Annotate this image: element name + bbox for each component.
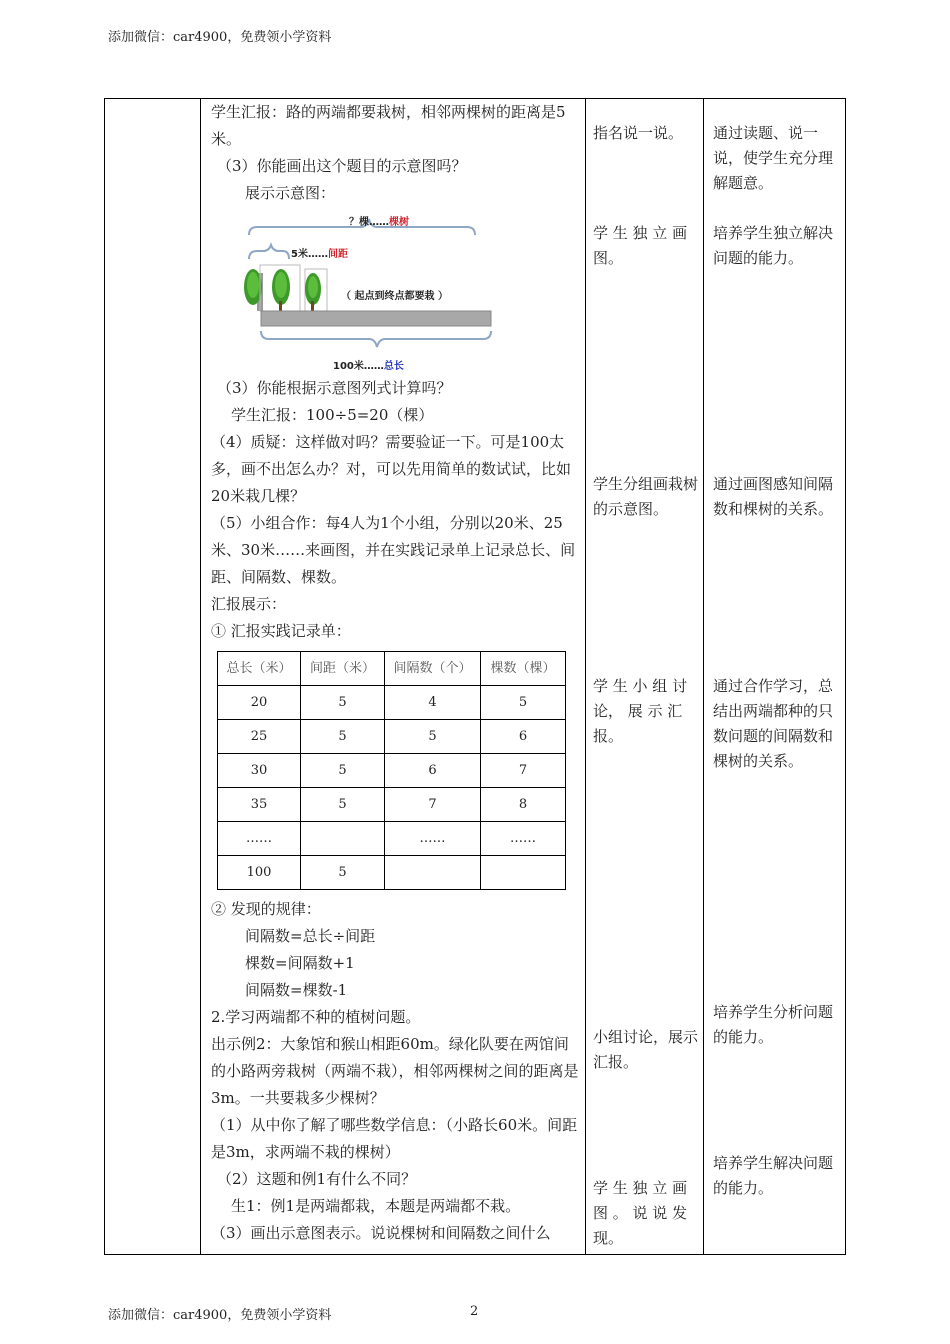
design-intent: 培养学生独立解决问题的能力。 [713, 224, 834, 267]
paragraph: （3）你能画出这个题目的示意图吗？ [217, 157, 467, 175]
bottom-brace [261, 331, 491, 347]
interval-brace [249, 245, 289, 259]
interval-label: 5米……间距 [291, 249, 348, 260]
tree-icon [272, 269, 290, 311]
table-cell: 7 [481, 754, 566, 788]
column-divider [200, 99, 201, 1254]
student-activity: 学 生 小 组 讨 论， 展 示 汇 报。 [593, 677, 688, 745]
paragraph: 汇报展示： [211, 595, 287, 613]
table-cell: 35 [218, 788, 301, 822]
table-cell: 25 [218, 720, 301, 754]
paragraph: 学生汇报：100÷5=20（棵） [231, 406, 434, 424]
table-cell: 4 [385, 686, 481, 720]
table-row [218, 856, 566, 890]
student-activity: 小组讨论，展示汇报。 [593, 1028, 699, 1071]
page-header: 添加微信：car4900，免费领小学资料 [108, 30, 332, 45]
table-header: 棵数（棵） [481, 652, 566, 686]
table-header-row [218, 652, 566, 686]
paragraph: ② 发现的规律： [211, 900, 321, 918]
lesson-table [104, 98, 846, 1255]
table-row [218, 788, 566, 822]
paragraph: （2）这题和例1有什么不同？ [217, 1170, 417, 1188]
table-row [218, 720, 566, 754]
paragraph: （5）小组合作：每4人为1个小组，分别以20米、25米、30米……来画图，并在实践记录单上记录总长、间距、间隔数、棵数。 [211, 514, 576, 586]
table-cell: 8 [481, 788, 566, 822]
table-header: 间隔数（个） [385, 652, 481, 686]
design-intent: 通过读题、说一说，使学生充分理解题意。 [713, 124, 834, 192]
table-cell: …… [481, 822, 566, 856]
paragraph: （3）你能根据示意图列式计算吗？ [217, 379, 452, 397]
table-cell: …… [385, 822, 481, 856]
design-intent: 通过合作学习，总结出两端都种的只数问题的间隔数和棵树的关系。 [713, 677, 834, 770]
table-row [218, 686, 566, 720]
paragraph: ① 汇报实践记录单： [211, 622, 351, 640]
page-footer: 添加微信：car4900，免费领小学资料 [108, 1308, 332, 1323]
table-row [218, 754, 566, 788]
road [261, 311, 491, 326]
column-divider [585, 99, 586, 1254]
table-cell: 5 [301, 856, 385, 890]
table-cell: 30 [218, 754, 301, 788]
tree-icon [305, 273, 321, 311]
design-intent: 培养学生分析问题的能力。 [713, 1003, 834, 1046]
table-cell: 5 [301, 754, 385, 788]
rule-line: 间隔数=总长÷间距 [245, 927, 376, 945]
paragraph: 展示示意图： [245, 184, 336, 202]
paragraph: （3）画出示意图表示。说说棵树和间隔数之间什么 [211, 1224, 551, 1242]
table-cell: 5 [481, 686, 566, 720]
table-cell: 100 [218, 856, 301, 890]
student-activity: 指名说一说。 [593, 124, 684, 142]
design-intent: 通过画图感知间隔数和棵树的关系。 [713, 475, 834, 518]
paragraph: 2.学习两端都不种的植树问题。 [211, 1008, 421, 1026]
total-length-label: 100米……总长 [333, 361, 404, 372]
table-cell [385, 856, 481, 890]
table-cell: 5 [301, 720, 385, 754]
paragraph: （4）质疑：这样做对吗？需要验证一下。可是100太多，画不出怎么办？对，可以先用简单的数试试，比如20米栽几棵？ [211, 433, 572, 505]
table-cell: 5 [385, 720, 481, 754]
tree-planting-diagram [243, 207, 503, 375]
student-activity: 学 生 独 立 画 图。 [593, 224, 688, 267]
table-cell: 6 [481, 720, 566, 754]
table-cell [481, 856, 566, 890]
table-cell [301, 822, 385, 856]
student-activity: 学生分组画栽树的示意图。 [593, 475, 699, 518]
paragraph: 出示例2：大象馆和猴山相距60m。绿化队要在两馆间的小路两旁栽树（两端不栽），相邻两棵树之间的距离是3m。一共要栽多少棵树？ [211, 1035, 579, 1107]
table-cell: 20 [218, 686, 301, 720]
student-activity: 学 生 独 立 画 图 。 说 说 发 现。 [593, 1179, 688, 1247]
table-cell: …… [218, 822, 301, 856]
teaching-process-column [211, 99, 583, 1247]
rule-line: 间隔数=棵数-1 [245, 981, 348, 999]
table-cell: 5 [301, 686, 385, 720]
table-row [218, 822, 566, 856]
table-cell: 7 [385, 788, 481, 822]
table-cell: 5 [301, 788, 385, 822]
design-intent: 培养学生解决问题的能力。 [713, 1154, 834, 1197]
rule-line: 棵数=间隔数+1 [245, 954, 355, 972]
trees-count-label: ？棵……棵树 [349, 217, 409, 228]
page-number: 2 [470, 1304, 479, 1319]
table-cell: 6 [385, 754, 481, 788]
paragraph: 学生汇报：路的两端都要栽树，相邻两棵树的距离是5米。 [211, 103, 566, 148]
table-header: 间距（米） [301, 652, 385, 686]
paragraph: （1）从中你了解了哪些数学信息：（小路长60米。间距是3m，求两端不栽的棵树） [211, 1116, 578, 1161]
planting-note: （ 起点到终点都要栽 ） [341, 291, 448, 302]
paragraph: 生1：例1是两端都栽，本题是两端都不栽。 [231, 1197, 521, 1215]
practice-record-table [217, 651, 566, 890]
table-header: 总长（米） [218, 652, 301, 686]
column-divider [703, 99, 704, 1254]
